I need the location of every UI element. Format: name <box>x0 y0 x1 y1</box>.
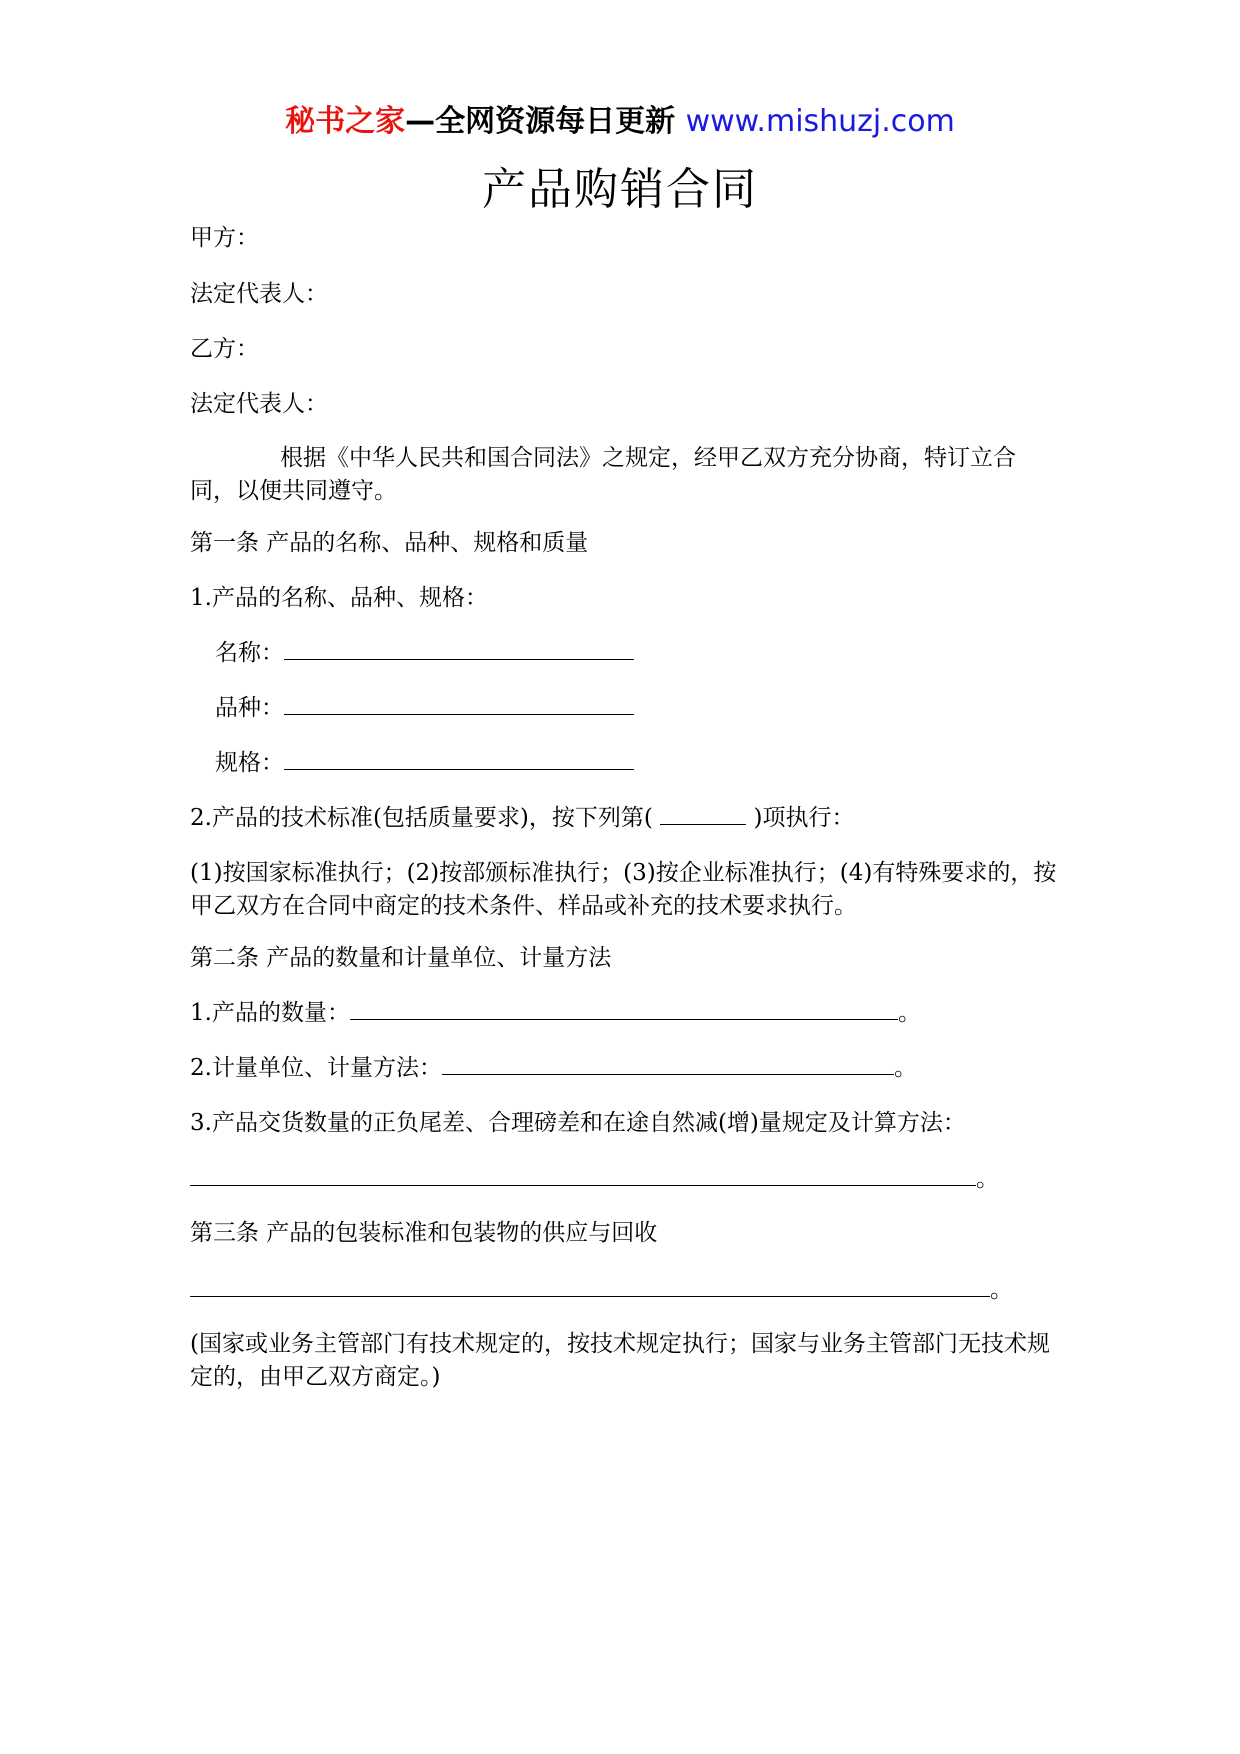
quantity-label: 1.产品的数量： <box>190 1000 350 1026</box>
product-variety-row <box>215 692 1085 725</box>
party-b-representative-label: 法定代表人： <box>190 391 328 417</box>
tolerance-end-mark: 。 <box>976 1166 999 1192</box>
standard-choice-blank[interactable] <box>660 802 746 825</box>
packaging-answer-row <box>190 1274 1060 1307</box>
party-a-label: 甲方： <box>190 225 259 251</box>
article-3-note: (国家或业务主管部门有技术规定的，按技术规定执行；国家与业务主管部门无技术规定的，由甲乙双方商定。) <box>190 1331 1050 1390</box>
site-url-link[interactable]: www.mishuzj.com <box>685 104 955 139</box>
product-name-blank[interactable] <box>284 637 634 660</box>
article-1-heading: 第一条 产品的名称、品种、规格和质量 <box>190 530 589 556</box>
tolerance-blank[interactable] <box>190 1163 976 1186</box>
article-2-item-3: 3.产品交货数量的正负尾差、合理磅差和在途自然减(增)量规定及计算方法： <box>190 1110 966 1136</box>
product-name-label: 名称： <box>215 640 284 666</box>
tolerance-answer-row <box>190 1163 1060 1196</box>
product-variety-label: 品种： <box>215 695 284 721</box>
measurement-blank[interactable] <box>442 1052 894 1075</box>
packaging-blank[interactable] <box>190 1274 990 1297</box>
article-1-item-2-suffix: )项执行： <box>753 805 855 831</box>
document-title: 产品购销合同 <box>482 164 758 215</box>
product-spec-row <box>215 747 1085 780</box>
article-1-item-1: 1.产品的名称、品种、规格： <box>190 585 488 611</box>
article-1-item-2 <box>190 802 1060 835</box>
party-a-representative-label: 法定代表人： <box>190 281 328 307</box>
product-spec-blank[interactable] <box>284 747 634 770</box>
party-b-label: 乙方： <box>190 336 259 362</box>
brand-name: 秘书之家 <box>285 104 406 139</box>
measurement-end-mark: 。 <box>893 1055 917 1081</box>
product-variety-blank[interactable] <box>284 692 634 715</box>
article-3-heading: 第三条 产品的包装标准和包装物的供应与回收 <box>190 1220 658 1246</box>
brand-slogan: —全网资源每日更新 <box>405 104 676 139</box>
contract-preamble: 根据《中华人民共和国合同法》之规定，经甲乙双方充分协商，特订立合同，以便共同遵守。 <box>190 445 1016 504</box>
product-name-row <box>215 637 1085 670</box>
article-2-item-1 <box>190 997 1060 1030</box>
site-banner <box>0 100 1240 144</box>
quantity-end-mark: 。 <box>897 1000 921 1026</box>
article-1-item-2-options: (1)按国家标准执行；(2)按部颁标准执行；(3)按企业标准执行；(4)有特殊要求的，按甲乙双方在合同中商定的技术条件、样品或补充的技术要求执行。 <box>190 860 1057 919</box>
article-1-item-2-prefix: 2.产品的技术标准(包括质量要求)，按下列第( <box>190 805 653 831</box>
article-2-item-2 <box>190 1052 1060 1085</box>
packaging-end-mark: 。 <box>990 1277 1013 1303</box>
measurement-label: 2.计量单位、计量方法： <box>190 1055 442 1081</box>
product-spec-label: 规格： <box>215 750 284 776</box>
article-2-heading: 第二条 产品的数量和计量单位、计量方法 <box>190 945 612 971</box>
quantity-blank[interactable] <box>350 997 898 1020</box>
